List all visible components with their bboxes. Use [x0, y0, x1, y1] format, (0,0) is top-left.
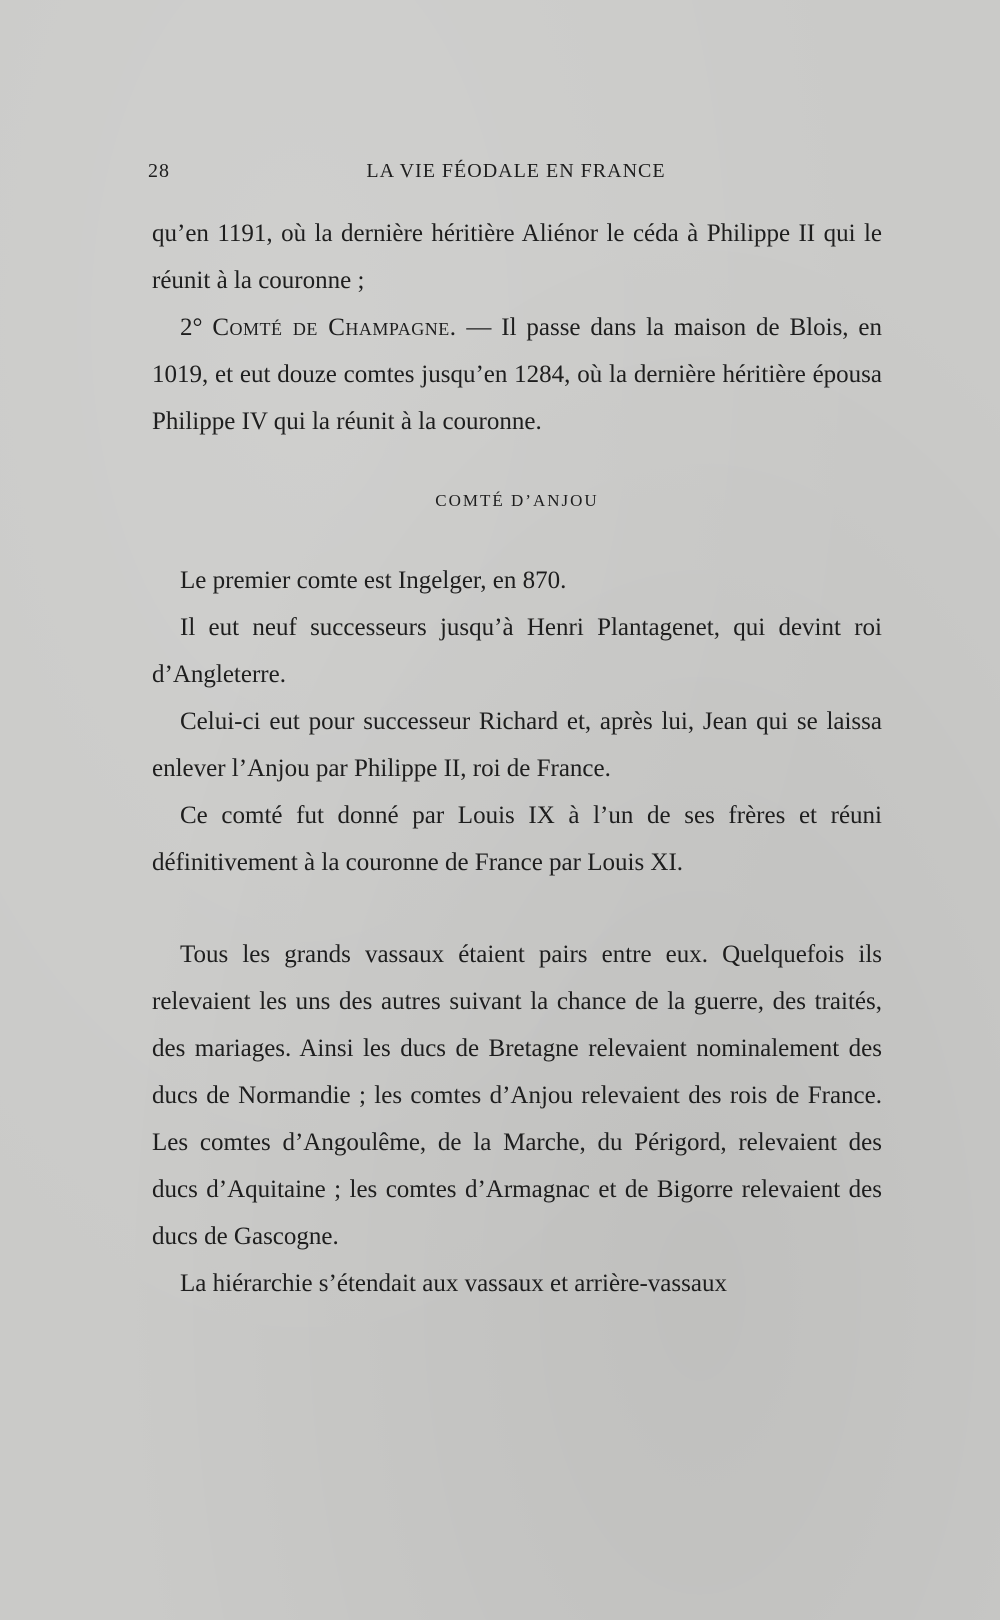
- paragraph: qu’en 1191, où la dernière héritière Aliénor le céda à Philippe II qui le réunit à la couronne ;: [152, 220, 882, 294]
- body-text: [152, 210, 882, 1307]
- paragraph: Ce comté fut donné par Louis IX à l’un de ses frères et réuni définitivement à la couronne de France par Louis XI.: [152, 802, 882, 876]
- paragraph-comte-de-champagne: [152, 304, 882, 445]
- running-head: [148, 160, 884, 190]
- paragraph: Celui-ci eut pour successeur Richard et, après lui, Jean qui se laissa enlever l’Anjou par Philippe II, roi de France.: [152, 708, 882, 782]
- paragraph: Il eut neuf successeurs jusqu’à Henri Plantagenet, qui devint roi d’Angleterre.: [152, 614, 882, 688]
- section-number: 2°: [180, 314, 203, 341]
- paragraph: Le premier comte est Ingelger, en 870.: [180, 567, 567, 594]
- paragraph: Tous les grands vassaux étaient pairs entre eux. Quelquefois ils relevaient les uns des autres suivant la chance de la guerre, des traités, des mariages. Ainsi les ducs de Bretagne relevaient nominalement des ducs de Normandie ; les comtes d’Anjou relevaient des rois de France. Les comtes d’Angoulême, de la Marche, du Périgord, relevaient des ducs d’Aquitaine ; les comtes d’Armagnac et de Bigorre relevaient des ducs de Gascogne.: [152, 941, 882, 1250]
- page-number: 28: [148, 160, 170, 182]
- section-break: [152, 886, 882, 931]
- paragraph-text: — Il passe dans la maison de Blois, en 1019, et eut douze comtes jusqu’en 1284, où la dernière héritière épousa Philippe IV qui la réunit à la couronne.: [152, 314, 882, 435]
- section-heading: COMTÉ D’ANJOU: [435, 491, 599, 510]
- inline-title: Comté de Champagne.: [212, 314, 457, 341]
- paragraph: La hiérarchie s’étendait aux vassaux et arrière-vassaux: [180, 1270, 727, 1297]
- running-title: LA VIE FÉODALE EN FRANCE: [366, 160, 666, 182]
